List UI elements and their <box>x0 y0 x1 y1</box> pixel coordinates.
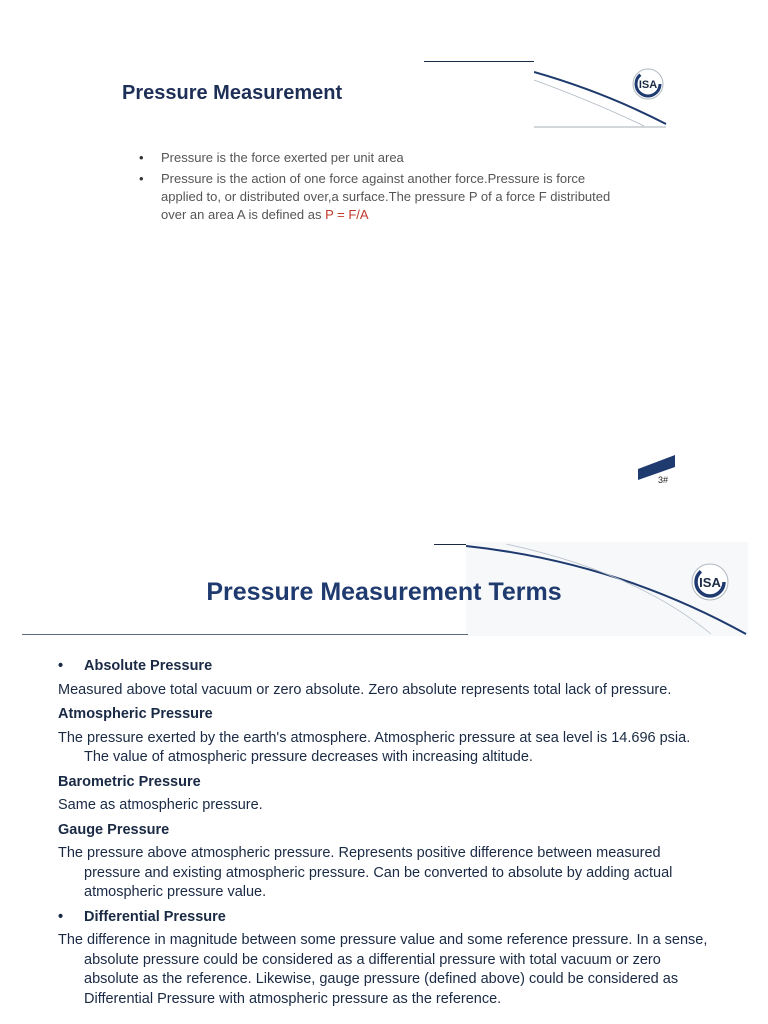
bullet-text: Pressure is the force exerted per unit area <box>161 150 404 165</box>
page-number: 3# <box>658 475 669 485</box>
term-definition: The pressure above atmospheric pressure. Represents positive difference between measured pressure and existing atmospheric pressure. Can be converted to absolute by adding actual atmospheric pressure value. <box>58 845 673 900</box>
term-heading: • Absolute Pressure <box>58 657 708 677</box>
header-rule <box>424 61 534 62</box>
term-heading: Barometric Pressure <box>58 773 201 790</box>
term-heading: Atmospheric Pressure <box>58 706 213 722</box>
bullet-text: Pressure is the action of one force against another force.Pressure is force applied to, or distributed over,a surface.The pressure P of a force F distributed over an area A is defined as <box>161 171 611 222</box>
slide-title: Pressure Measurement <box>122 82 343 104</box>
term-definition: Same as atmospheric pressure. <box>58 797 263 813</box>
term-definition: The pressure exerted by the earth's atmosphere. Atmospheric pressure at sea level is 14.696 psia. The value of atmospheric pressure decreases with increasing altitude. <box>58 729 691 765</box>
header-rule <box>434 544 466 545</box>
term-heading: • Differential Pressure <box>58 908 708 928</box>
slide-title: Pressure Measurement Terms <box>206 578 562 606</box>
formula-text: P = F/A <box>325 207 369 222</box>
bullet-list <box>139 149 619 227</box>
isa-logo-text: ISA <box>638 79 658 91</box>
term-heading: Gauge Pressure <box>58 821 170 838</box>
title-divider <box>22 634 468 635</box>
bullet-item <box>139 149 619 167</box>
term-definition: The difference in magnitude between some pressure value and some reference pressure. In a sense, absolute pressure could be considered as a differential pressure with total vacuum or zero absolute as the reference. Likewise, gauge pressure (defined above) could be considered as Differential Pressure with atmospheric pressure as the reference. <box>58 932 708 1007</box>
isa-logo-text: ISA <box>699 575 721 590</box>
bullet-item <box>139 170 619 224</box>
terms-list <box>58 657 708 1014</box>
slide-2 <box>0 512 768 1024</box>
isa-logo-icon <box>631 67 665 101</box>
term-definition: Measured above total vacuum or zero absolute. Zero absolute represents total lack of pressure. <box>58 681 672 698</box>
